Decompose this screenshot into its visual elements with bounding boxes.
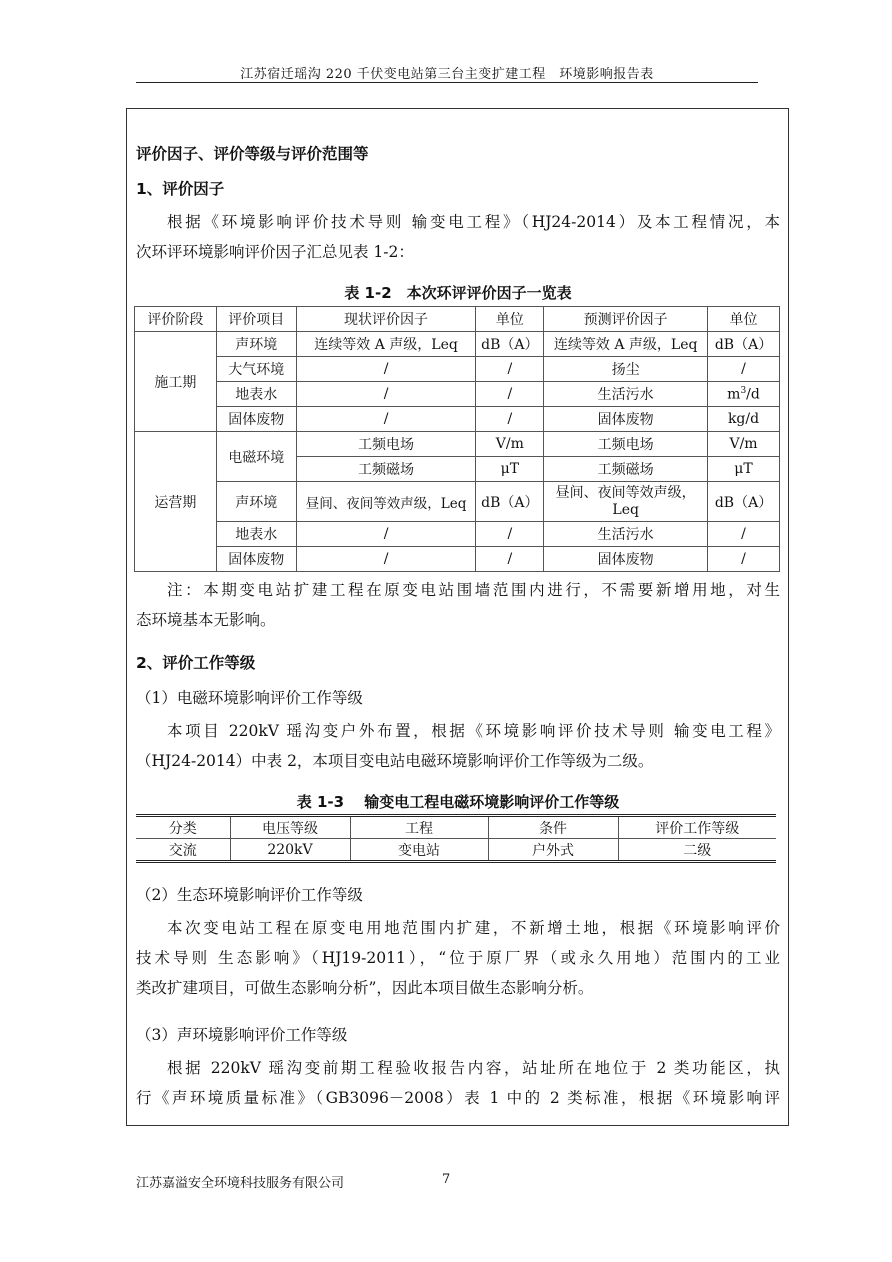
- header-cell: 单位: [476, 307, 544, 332]
- table-cell: /: [296, 357, 476, 382]
- header-rule: [136, 82, 758, 83]
- table-cell: /: [476, 407, 544, 432]
- table-cell: 声环境: [216, 482, 296, 522]
- stage-cell: 施工期: [135, 332, 217, 432]
- table-cell: 工频电场: [296, 432, 476, 457]
- table-cell: /: [476, 357, 544, 382]
- paragraph-line: 类改扩建项目，可做生态影响分析”，因此本项目做生态影响分析。: [136, 979, 594, 997]
- header-cell: 现状评价因子: [296, 307, 476, 332]
- table-cell: /: [296, 382, 476, 407]
- table-cell: /: [476, 522, 544, 547]
- footer-page-number: 7: [442, 1172, 451, 1187]
- table-cell: μT: [476, 457, 544, 482]
- header-title: 江苏宿迁瑶沟 220 千伏变电站第三台主变扩建工程 环境影响报告表: [240, 67, 654, 82]
- section-2-title: 2、评价工作等级: [136, 654, 256, 672]
- table-1-2: [134, 306, 780, 572]
- table-cell: 工频磁场: [296, 457, 476, 482]
- table-row: [135, 357, 780, 382]
- table-cell: μT: [708, 457, 780, 482]
- table-cell: 连续等效 A 声级，Leq: [296, 332, 476, 357]
- paragraph-line: 行《声环境质量标准》（GB3096－2008）表 1 中的 2 类标准，根据《环境影响评: [136, 1089, 780, 1107]
- table-cell: [708, 382, 780, 407]
- table-cell: /: [296, 547, 476, 572]
- table-cell: kg/d: [708, 407, 780, 432]
- table-1-2-caption: 表 1-2 本次环评评价因子一览表: [344, 284, 572, 302]
- subsection-2-title: （2）生态环境影响评价工作等级: [136, 886, 363, 904]
- table-row: [136, 839, 776, 862]
- table-row: [135, 382, 780, 407]
- table-row: [135, 482, 780, 522]
- table-cell: [544, 482, 708, 522]
- header-cell: 评价工作等级: [618, 816, 776, 839]
- table-cell: 地表水: [216, 382, 296, 407]
- paragraph-line: 本项目 220kV 瑶沟变户外布置，根据《环境影响评价技术导则 输变电工程》: [167, 722, 780, 740]
- table-cell: 固体废物: [216, 407, 296, 432]
- subsection-2-paragraph: [136, 913, 780, 1003]
- table-cell: dB（A）: [476, 332, 544, 357]
- table-cell: /: [296, 407, 476, 432]
- table-note: [136, 575, 780, 635]
- table-row: [135, 547, 780, 572]
- paragraph-line: 技术导则 生态影响》（HJ19-2011），“位于原厂界（或永久用地）范围内的工业: [136, 949, 780, 967]
- subsection-3-title: （3）声环境影响评价工作等级: [136, 1026, 348, 1044]
- table-cell: 工频电场: [544, 432, 708, 457]
- section-title: 评价因子、评价等级与评价范围等: [136, 145, 369, 163]
- table-cell: 二级: [618, 839, 776, 862]
- header-cell: 电压等级: [230, 816, 350, 839]
- table-cell: /: [476, 547, 544, 572]
- paragraph-line: 次环评环境影响评价因子汇总见表 1-2：: [136, 243, 414, 261]
- table-cell: 变电站: [350, 839, 488, 862]
- table-cell: 电磁环境: [216, 432, 296, 482]
- table-cell: 扬尘: [544, 357, 708, 382]
- unit-superscript: 3: [740, 385, 747, 396]
- subsection-1-paragraph: [136, 716, 780, 776]
- table-cell: dB（A）: [708, 332, 780, 357]
- header-cell: 条件: [488, 816, 618, 839]
- cell-line: 昼间、夜间等效声级，: [555, 484, 696, 501]
- stage-cell: 运营期: [135, 432, 217, 572]
- table-cell: 昼间、夜间等效声级，Leq: [296, 482, 476, 522]
- table-cell: 220kV: [230, 839, 350, 862]
- section-1-paragraph: [136, 207, 780, 267]
- header-cell: 工程: [350, 816, 488, 839]
- table-cell: 大气环境: [216, 357, 296, 382]
- footer-company: 江苏嘉溢安全环境科技服务有限公司: [136, 1176, 345, 1191]
- section-1-title: 1、评价因子: [136, 180, 225, 198]
- subsection-3-paragraph: [136, 1053, 780, 1113]
- header-cell: 评价项目: [216, 307, 296, 332]
- table-cell: 连续等效 A 声级，Leq: [544, 332, 708, 357]
- header-cell: 单位: [708, 307, 780, 332]
- paragraph-line: （HJ24-2014）中表 2，本项目变电站电磁环境影响评价工作等级为二级。: [136, 752, 654, 770]
- header-cell: 分类: [136, 816, 230, 839]
- table-cell: /: [476, 382, 544, 407]
- table-cell: /: [708, 522, 780, 547]
- paragraph-line: 态环境基本无影响。: [136, 611, 276, 629]
- table-cell: /: [708, 547, 780, 572]
- table-cell: 固体废物: [544, 547, 708, 572]
- unit-tail: /d: [746, 386, 760, 403]
- table-cell: dB（A）: [708, 482, 780, 522]
- header-cell: 评价阶段: [135, 307, 217, 332]
- paragraph-line: 注：本期变电站扩建工程在原变电站围墙范围内进行，不需要新增用地，对生: [167, 581, 780, 599]
- table-1-3-caption: 表 1-3 输变电工程电磁环境影响评价工作等级: [296, 793, 620, 811]
- paragraph-line: 本次变电站工程在原变电用地范围内扩建，不新增土地，根据《环境影响评价: [167, 919, 780, 937]
- table-row: [135, 432, 780, 457]
- table-cell: 地表水: [216, 522, 296, 547]
- subsection-1-title: （1）电磁环境影响评价工作等级: [136, 689, 363, 707]
- unit-text: m: [727, 386, 741, 403]
- table-cell: 固体废物: [216, 547, 296, 572]
- table-cell: 生活污水: [544, 382, 708, 407]
- table-cell: 声环境: [216, 332, 296, 357]
- table-row: [135, 522, 780, 547]
- table-row: [135, 332, 780, 357]
- table-header-row: [136, 816, 776, 839]
- table-cell: 交流: [136, 839, 230, 862]
- cell-line: Leq: [612, 501, 639, 518]
- table-cell: 户外式: [488, 839, 618, 862]
- paragraph-line: 根据《环境影响评价技术导则 输变电工程》（HJ24-2014）及本工程情况，本: [167, 213, 780, 231]
- table-cell: dB（A）: [476, 482, 544, 522]
- table-cell: V/m: [476, 432, 544, 457]
- paragraph-line: 根据 220kV 瑶沟变前期工程验收报告内容，站址所在地位于 2 类功能区，执: [167, 1059, 780, 1077]
- table-cell: 工频磁场: [544, 457, 708, 482]
- table-header-row: [135, 307, 780, 332]
- table-cell: V/m: [708, 432, 780, 457]
- table-cell: 生活污水: [544, 522, 708, 547]
- table-1-3: [136, 814, 776, 863]
- header-cell: 预测评价因子: [544, 307, 708, 332]
- table-cell: 固体废物: [544, 407, 708, 432]
- table-cell: /: [708, 357, 780, 382]
- table-cell: /: [296, 522, 476, 547]
- table-row: [135, 407, 780, 432]
